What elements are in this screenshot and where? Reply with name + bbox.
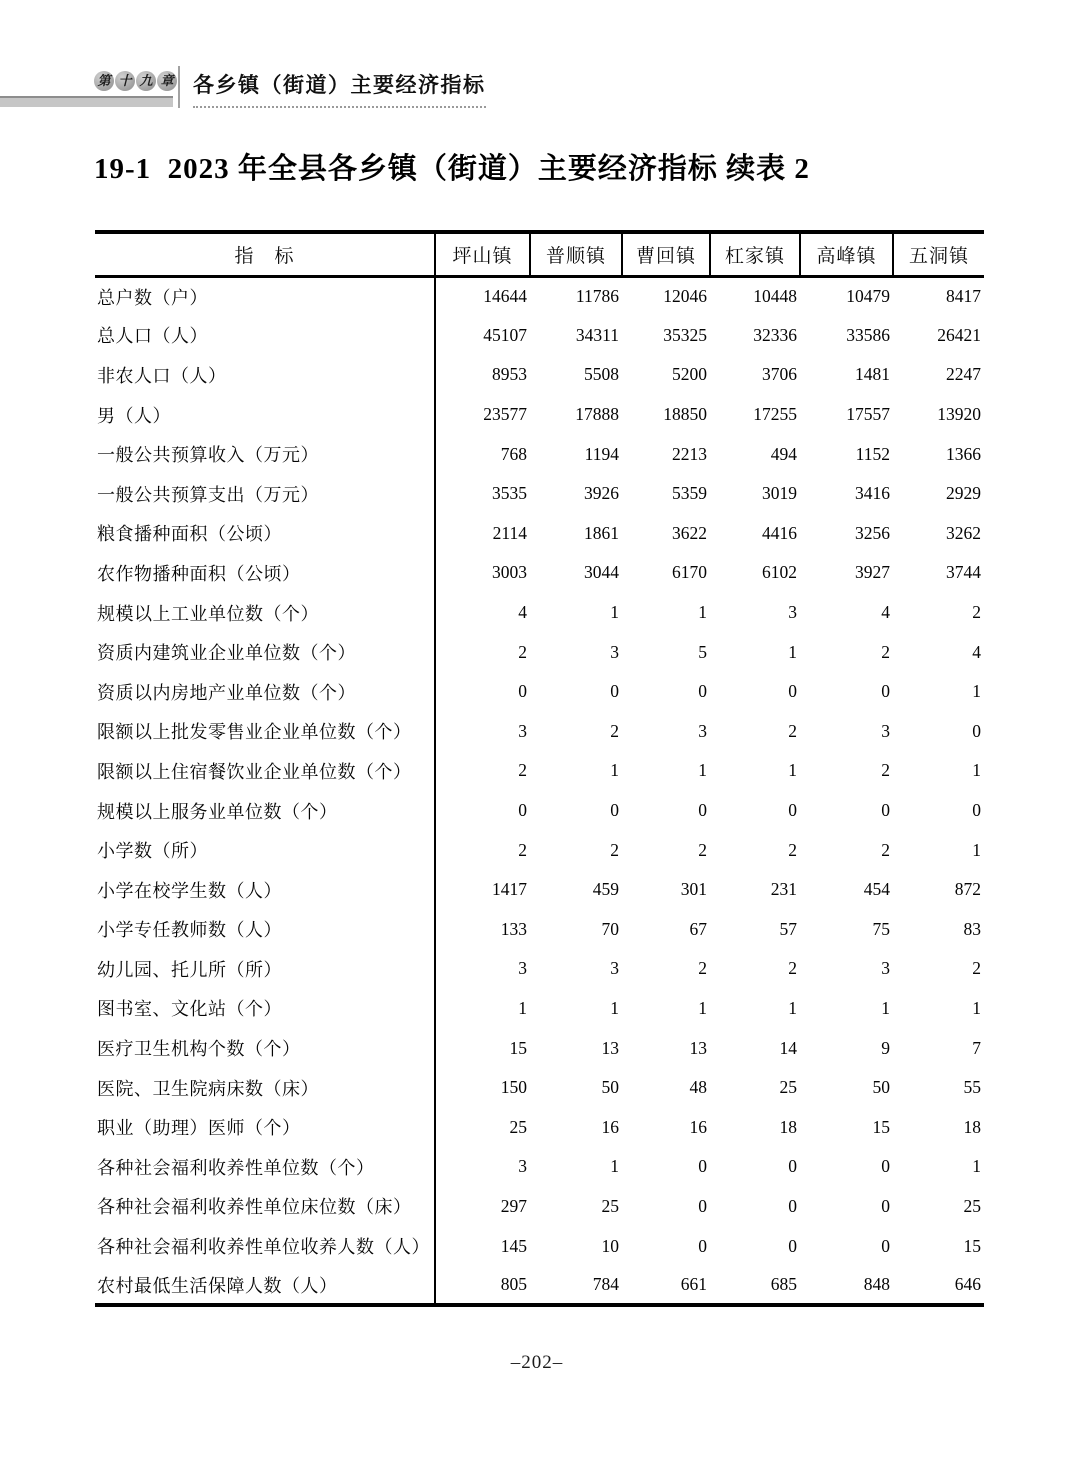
table-row — [95, 1107, 984, 1147]
indicator-value: 1366 — [946, 443, 981, 464]
indicator-value: 0 — [518, 681, 527, 702]
chapter-title: 各乡镇（街道）主要经济指标 — [193, 69, 486, 108]
indicator-label: 职业（助理）医师（个） — [95, 1107, 435, 1147]
indicator-value: 1 — [698, 602, 707, 623]
indicator-value: 3706 — [762, 364, 797, 385]
indicator-value: 297 — [500, 1195, 527, 1216]
indicator-value: 150 — [500, 1077, 527, 1098]
indicator-value: 55 — [963, 1077, 981, 1098]
indicator-value: 2929 — [946, 483, 981, 504]
table-row — [95, 870, 984, 910]
indicator-label: 规模以上服务业单位数（个） — [95, 791, 435, 831]
indicator-value: 6170 — [672, 562, 707, 583]
indicator-value: 3926 — [584, 483, 619, 504]
indicator-value: 0 — [788, 1195, 797, 1216]
indicator-value: 3622 — [672, 522, 707, 543]
indicator-value: 3927 — [855, 562, 890, 583]
table-row — [95, 1226, 984, 1266]
indicator-value: 2 — [518, 839, 527, 860]
indicator-value: 4 — [972, 641, 981, 662]
indicator-value: 9 — [881, 1037, 890, 1058]
indicator-value: 5359 — [672, 483, 707, 504]
indicator-value: 67 — [689, 918, 707, 939]
indicator-value: 768 — [500, 443, 527, 464]
indicator-value: 1 — [881, 997, 890, 1018]
indicator-label: 小学在校学生数（人） — [95, 870, 435, 910]
indicator-value: 2 — [972, 958, 981, 979]
table-row — [95, 1028, 984, 1068]
indicator-value: 2 — [788, 839, 797, 860]
statistics-table — [95, 230, 984, 1307]
indicator-label: 各种社会福利收养性单位床位数（床） — [95, 1187, 435, 1227]
indicator-value: 0 — [881, 1235, 890, 1256]
indicator-value: 145 — [500, 1235, 527, 1256]
indicator-value: 17557 — [846, 404, 890, 425]
indicator-value: 12046 — [663, 286, 707, 307]
indicator-value: 1194 — [584, 443, 619, 464]
indicator-value: 11786 — [575, 286, 619, 307]
indicator-value: 0 — [610, 681, 619, 702]
indicator-value: 1481 — [855, 364, 890, 385]
indicator-value: 0 — [881, 1156, 890, 1177]
indicator-value: 1 — [610, 1156, 619, 1177]
indicator-value: 0 — [698, 800, 707, 821]
indicator-value: 15 — [509, 1037, 527, 1058]
indicator-value: 32336 — [753, 324, 797, 345]
indicator-value: 1 — [972, 997, 981, 1018]
indicator-label: 总户数（户） — [95, 276, 435, 316]
indicator-value: 1 — [788, 997, 797, 1018]
indicator-value: 25 — [601, 1195, 619, 1216]
indicator-value: 1 — [518, 997, 527, 1018]
indicator-value: 685 — [770, 1274, 797, 1295]
indicator-label: 医疗卫生机构个数（个） — [95, 1028, 435, 1068]
indicator-value: 2 — [698, 958, 707, 979]
indicator-value: 2 — [972, 602, 981, 623]
indicator-value: 16 — [601, 1116, 619, 1137]
table-row — [95, 910, 984, 950]
indicator-value: 0 — [788, 681, 797, 702]
indicator-value: 2 — [881, 760, 890, 781]
indicator-value: 3262 — [946, 522, 981, 543]
table-row — [95, 355, 984, 395]
indicator-value: 0 — [698, 1156, 707, 1177]
indicator-value: 805 — [500, 1274, 527, 1295]
table-row — [95, 1147, 984, 1187]
indicator-value: 0 — [972, 800, 981, 821]
indicator-value: 301 — [680, 879, 707, 900]
indicator-value: 23577 — [483, 404, 527, 425]
table-row — [95, 751, 984, 791]
table-row — [95, 553, 984, 593]
indicator-value: 10479 — [846, 286, 890, 307]
indicator-value: 0 — [788, 800, 797, 821]
indicator-value: 13 — [689, 1037, 707, 1058]
indicator-value: 3 — [518, 1156, 527, 1177]
indicator-value: 17888 — [575, 404, 619, 425]
indicator-value: 83 — [963, 918, 981, 939]
indicator-value: 18 — [779, 1116, 797, 1137]
indicator-value: 784 — [592, 1274, 619, 1295]
indicator-value: 1417 — [492, 879, 527, 900]
indicator-value: 0 — [610, 800, 619, 821]
indicator-value: 16 — [689, 1116, 707, 1137]
indicator-value: 25 — [779, 1077, 797, 1098]
indicator-value: 661 — [680, 1274, 707, 1295]
indicator-value: 872 — [954, 879, 981, 900]
indicator-value: 2 — [698, 839, 707, 860]
column-header-town: 高峰镇 — [800, 232, 893, 276]
chapter-header-divider — [178, 66, 180, 108]
indicator-value: 2 — [881, 641, 890, 662]
indicator-value: 13920 — [937, 404, 981, 425]
indicator-value: 2 — [610, 839, 619, 860]
indicator-value: 33586 — [846, 324, 890, 345]
indicator-value: 3 — [881, 720, 890, 741]
table-row — [95, 1187, 984, 1227]
indicator-value: 18850 — [663, 404, 707, 425]
column-header-town: 普顺镇 — [530, 232, 622, 276]
table-row — [95, 593, 984, 633]
indicator-value: 2 — [518, 760, 527, 781]
indicator-label: 一般公共预算收入（万元） — [95, 434, 435, 474]
table-row — [95, 276, 984, 316]
indicator-label: 农村最低生活保障人数（人） — [95, 1266, 435, 1306]
indicator-value: 35325 — [663, 324, 707, 345]
chapter-badge-char: 章 — [157, 71, 177, 91]
indicator-value: 3416 — [855, 483, 890, 504]
indicator-value: 18 — [963, 1116, 981, 1137]
indicator-value: 50 — [601, 1077, 619, 1098]
indicator-value: 2 — [788, 958, 797, 979]
table-row — [95, 316, 984, 356]
indicator-value: 231 — [770, 879, 797, 900]
chapter-edge-bar — [0, 96, 173, 107]
table-row — [95, 434, 984, 474]
indicator-label: 图书室、文化站（个） — [95, 989, 435, 1029]
indicator-value: 459 — [592, 879, 619, 900]
indicator-value: 1 — [972, 760, 981, 781]
indicator-value: 15 — [963, 1235, 981, 1256]
indicator-value: 0 — [698, 681, 707, 702]
indicator-value: 1861 — [584, 522, 619, 543]
indicator-value: 0 — [788, 1235, 797, 1256]
indicator-value: 13 — [601, 1037, 619, 1058]
indicator-value: 15 — [872, 1116, 890, 1137]
indicator-value: 8953 — [492, 364, 527, 385]
indicator-label: 非农人口（人） — [95, 355, 435, 395]
indicator-value: 70 — [601, 918, 619, 939]
indicator-value: 2 — [518, 641, 527, 662]
table-row — [95, 514, 984, 554]
indicator-label: 各种社会福利收养性单位收养人数（人） — [95, 1226, 435, 1266]
indicator-value: 1 — [788, 641, 797, 662]
indicator-value: 0 — [972, 720, 981, 741]
indicator-value: 1 — [972, 1156, 981, 1177]
indicator-value: 2 — [881, 839, 890, 860]
column-header-indicator: 指 标 — [95, 232, 435, 276]
indicator-value: 57 — [779, 918, 797, 939]
indicator-value: 3 — [518, 958, 527, 979]
indicator-value: 0 — [881, 800, 890, 821]
indicator-value: 1 — [972, 681, 981, 702]
table-title: 19-1 2023 年全县各乡镇（街道）主要经济指标 续表 2 — [94, 153, 810, 185]
indicator-value: 5200 — [672, 364, 707, 385]
indicator-value: 1 — [610, 760, 619, 781]
indicator-label: 资质内建筑业企业单位数（个） — [95, 632, 435, 672]
indicator-value: 3 — [698, 720, 707, 741]
indicator-value: 646 — [954, 1274, 981, 1295]
indicator-label: 限额以上住宿餐饮业企业单位数（个） — [95, 751, 435, 791]
indicator-value: 3019 — [762, 483, 797, 504]
column-header-town: 曹回镇 — [622, 232, 710, 276]
indicator-value: 133 — [500, 918, 527, 939]
indicator-value: 25 — [509, 1116, 527, 1137]
indicator-label: 医院、卫生院病床数（床） — [95, 1068, 435, 1108]
indicator-value: 0 — [881, 1195, 890, 1216]
indicator-value: 17255 — [753, 404, 797, 425]
table-row — [95, 1068, 984, 1108]
indicator-value: 5508 — [584, 364, 619, 385]
indicator-label: 小学数（所） — [95, 830, 435, 870]
indicator-value: 2114 — [492, 522, 527, 543]
chapter-badge-char: 第 — [94, 71, 114, 91]
indicator-value: 48 — [689, 1077, 707, 1098]
table-row — [95, 395, 984, 435]
indicator-value: 75 — [872, 918, 890, 939]
indicator-label: 男（人） — [95, 395, 435, 435]
indicator-value: 3044 — [584, 562, 619, 583]
indicator-value: 6102 — [762, 562, 797, 583]
table-row — [95, 474, 984, 514]
indicator-label: 幼儿园、托儿所（所） — [95, 949, 435, 989]
table-header-row — [95, 232, 984, 276]
indicator-value: 1152 — [855, 443, 890, 464]
indicator-value: 10448 — [753, 286, 797, 307]
indicator-value: 1 — [972, 839, 981, 860]
indicator-value: 1 — [610, 997, 619, 1018]
indicator-value: 14 — [779, 1037, 797, 1058]
indicator-value: 0 — [698, 1235, 707, 1256]
indicator-label: 各种社会福利收养性单位数（个） — [95, 1147, 435, 1187]
indicator-value: 26421 — [937, 324, 981, 345]
indicator-label: 规模以上工业单位数（个） — [95, 593, 435, 633]
indicator-value: 0 — [881, 681, 890, 702]
table-row — [95, 1266, 984, 1306]
indicator-value: 3256 — [855, 522, 890, 543]
indicator-label: 小学专任教师数（人） — [95, 910, 435, 950]
indicator-value: 1 — [788, 760, 797, 781]
column-header-town: 杠家镇 — [710, 232, 800, 276]
indicator-value: 2 — [610, 720, 619, 741]
indicator-value: 0 — [698, 1195, 707, 1216]
page-number: –202– — [510, 1352, 564, 1373]
table-row — [95, 712, 984, 752]
indicator-value: 0 — [518, 800, 527, 821]
indicator-value: 2 — [788, 720, 797, 741]
indicator-value: 3744 — [946, 562, 981, 583]
table-row — [95, 989, 984, 1029]
indicator-value: 2213 — [672, 443, 707, 464]
indicator-value: 494 — [770, 443, 797, 464]
indicator-value: 25 — [963, 1195, 981, 1216]
table-row — [95, 791, 984, 831]
indicator-value: 1 — [610, 602, 619, 623]
table-row — [95, 830, 984, 870]
indicator-value: 3 — [610, 958, 619, 979]
indicator-value: 45107 — [483, 324, 527, 345]
indicator-value: 3535 — [492, 483, 527, 504]
indicator-value: 4416 — [762, 522, 797, 543]
indicator-value: 3 — [518, 720, 527, 741]
chapter-badge — [94, 71, 177, 91]
indicator-value: 14644 — [483, 286, 527, 307]
indicator-label: 粮食播种面积（公顷） — [95, 514, 435, 554]
indicator-value: 454 — [863, 879, 890, 900]
indicator-value: 34311 — [575, 324, 619, 345]
indicator-value: 5 — [698, 641, 707, 662]
indicator-value: 8417 — [946, 286, 981, 307]
column-header-town: 五洞镇 — [908, 245, 969, 267]
indicator-value: 3 — [788, 602, 797, 623]
indicator-value: 848 — [863, 1274, 890, 1295]
indicator-label: 总人口（人） — [95, 316, 435, 356]
indicator-value: 10 — [601, 1235, 619, 1256]
chapter-badge-char: 九 — [136, 71, 156, 91]
table-row — [95, 672, 984, 712]
chapter-badge-char: 十 — [115, 71, 135, 91]
indicator-value: 0 — [788, 1156, 797, 1177]
indicator-value: 50 — [872, 1077, 890, 1098]
indicator-value: 4 — [518, 602, 527, 623]
indicator-value: 3 — [610, 641, 619, 662]
indicator-label: 一般公共预算支出（万元） — [95, 474, 435, 514]
indicator-value: 1 — [698, 760, 707, 781]
column-header-town: 坪山镇 — [435, 232, 530, 276]
indicator-label: 限额以上批发零售业企业单位数（个） — [95, 712, 435, 752]
indicator-value: 7 — [972, 1037, 981, 1058]
indicator-label: 农作物播种面积（公顷） — [95, 553, 435, 593]
indicator-value: 3003 — [492, 562, 527, 583]
indicator-value: 4 — [881, 602, 890, 623]
table-row — [95, 949, 984, 989]
indicator-value: 2247 — [946, 364, 981, 385]
indicator-label: 资质以内房地产业单位数（个） — [95, 672, 435, 712]
indicator-value: 1 — [698, 997, 707, 1018]
table-row — [95, 632, 984, 672]
indicator-value: 3 — [881, 958, 890, 979]
